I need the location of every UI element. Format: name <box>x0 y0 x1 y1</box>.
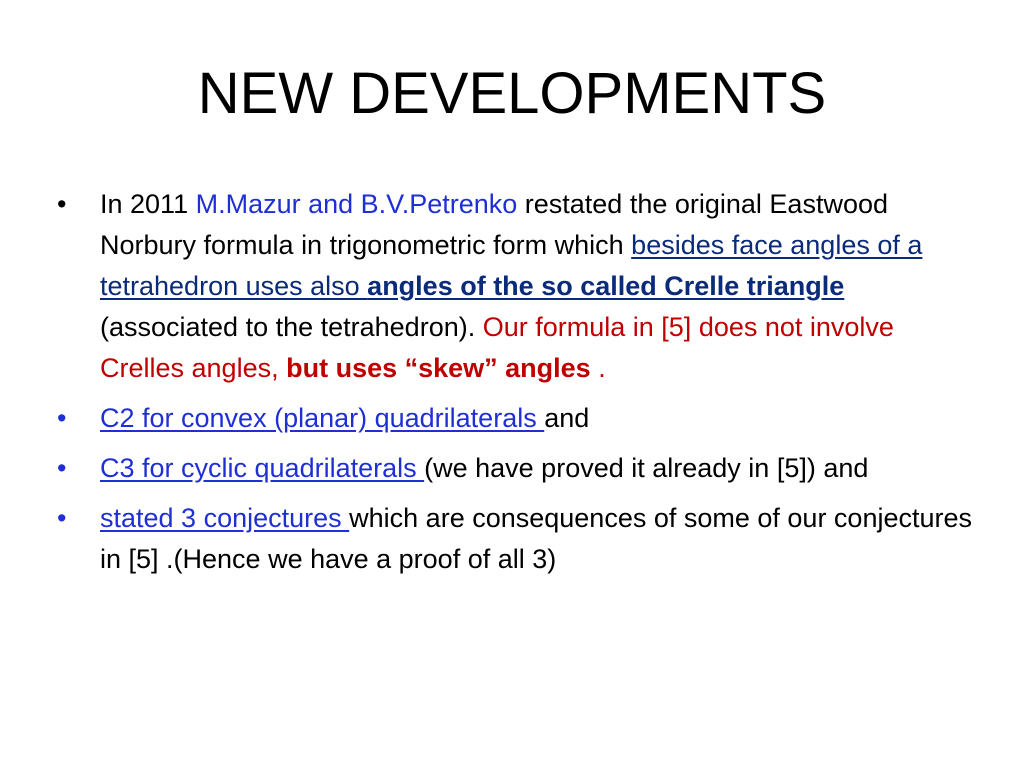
bullet-marker: • <box>57 403 67 433</box>
bullet-marker: • <box>57 189 67 219</box>
bullet-text: In 2011 <box>100 189 196 219</box>
red-period: . <box>590 353 606 383</box>
c2-link[interactable]: C2 for convex (planar) quadrilaterals <box>100 403 545 433</box>
bullet-text: restated the original Eastwood Norbury formula in trigonometric form which <box>100 189 888 260</box>
crelle-link-text: besides face angles of a tetrahedron uses also <box>100 230 923 301</box>
slide-title: NEW DEVELOPMENTS <box>197 61 827 126</box>
bullet-text: (we have proved it already in [5]) and <box>424 453 869 483</box>
crelle-link-bold-text: angles of the so called Crelle triangle <box>367 271 845 301</box>
bullet-marker: • <box>57 453 67 483</box>
bullet-item-conjectures <box>0 498 1024 580</box>
red-bold-statement: but uses “skew” angles <box>286 353 591 383</box>
bullet-text: (associated to the tetrahedron). <box>100 312 483 342</box>
c3-link[interactable]: C3 for cyclic quadrilaterals <box>100 453 425 483</box>
bullet-item-c3 <box>0 448 1024 489</box>
bullet-marker: • <box>57 503 67 533</box>
red-statement: Our formula in [5] does not involve Crelles angles, <box>100 312 894 383</box>
bullet-list <box>0 184 1024 589</box>
bullet-item-c2 <box>0 398 1024 439</box>
bullet-text: and <box>544 403 590 433</box>
bullet-text: which are consequences of some of our conjectures in [5] .(Hence we have a proof of all 3) <box>100 503 973 574</box>
conjectures-link[interactable]: stated 3 conjectures <box>100 503 350 533</box>
bullet-item-mazur-petrenko <box>0 184 1024 389</box>
authors-text: M.Mazur and B.V.Petrenko <box>195 189 518 219</box>
